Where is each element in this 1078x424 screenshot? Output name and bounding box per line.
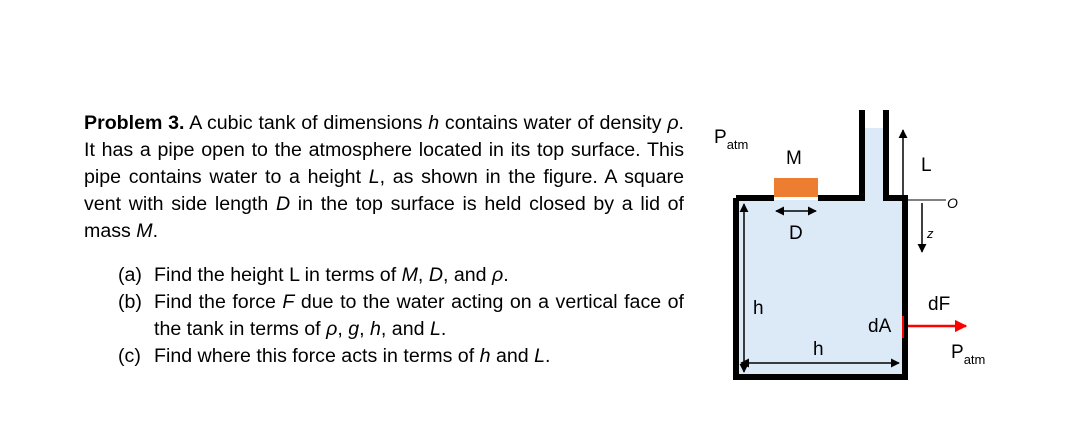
part-a-text: Find the height L in terms of M, D, and ρ.: [154, 264, 509, 286]
pipe-height-label: L: [921, 155, 932, 176]
mass-label: M: [786, 148, 802, 169]
part-b-text: Find the force F due to the water acting on a vertical face of the tank in terms of ρ, g, h, and L.: [154, 291, 684, 340]
patm-right-label: $P_{atm}$: [951, 342, 986, 367]
origin-label: O: [947, 195, 958, 211]
tank-height-label: h: [753, 298, 764, 319]
lid: [774, 178, 818, 197]
part-b-label: (b): [118, 291, 142, 313]
z-axis-label: z: [927, 226, 934, 241]
problem-label: Problem 3.: [84, 112, 185, 134]
force-label: dF: [928, 294, 951, 315]
vent-width-label: D: [789, 223, 803, 244]
problem-body: A cubic tank of dimensions h contains water of density ρ. It has a pipe open to the atmosphere located in its top surface. This pipe contains water to a height L, as shown in the figure. A square vent with side length D in the top surface is held closed by a lid of mass M.: [84, 112, 684, 242]
part-a-label: (a): [118, 264, 142, 286]
area-label: dA: [868, 316, 892, 337]
part-c-label: (c): [118, 345, 141, 367]
part-c-text: Find where this force acts in terms of h and L.: [154, 345, 551, 367]
patm-top-label: $P_{atm}$: [714, 127, 749, 152]
pipe-water: [862, 128, 886, 202]
tank-width-label: h: [813, 339, 824, 360]
